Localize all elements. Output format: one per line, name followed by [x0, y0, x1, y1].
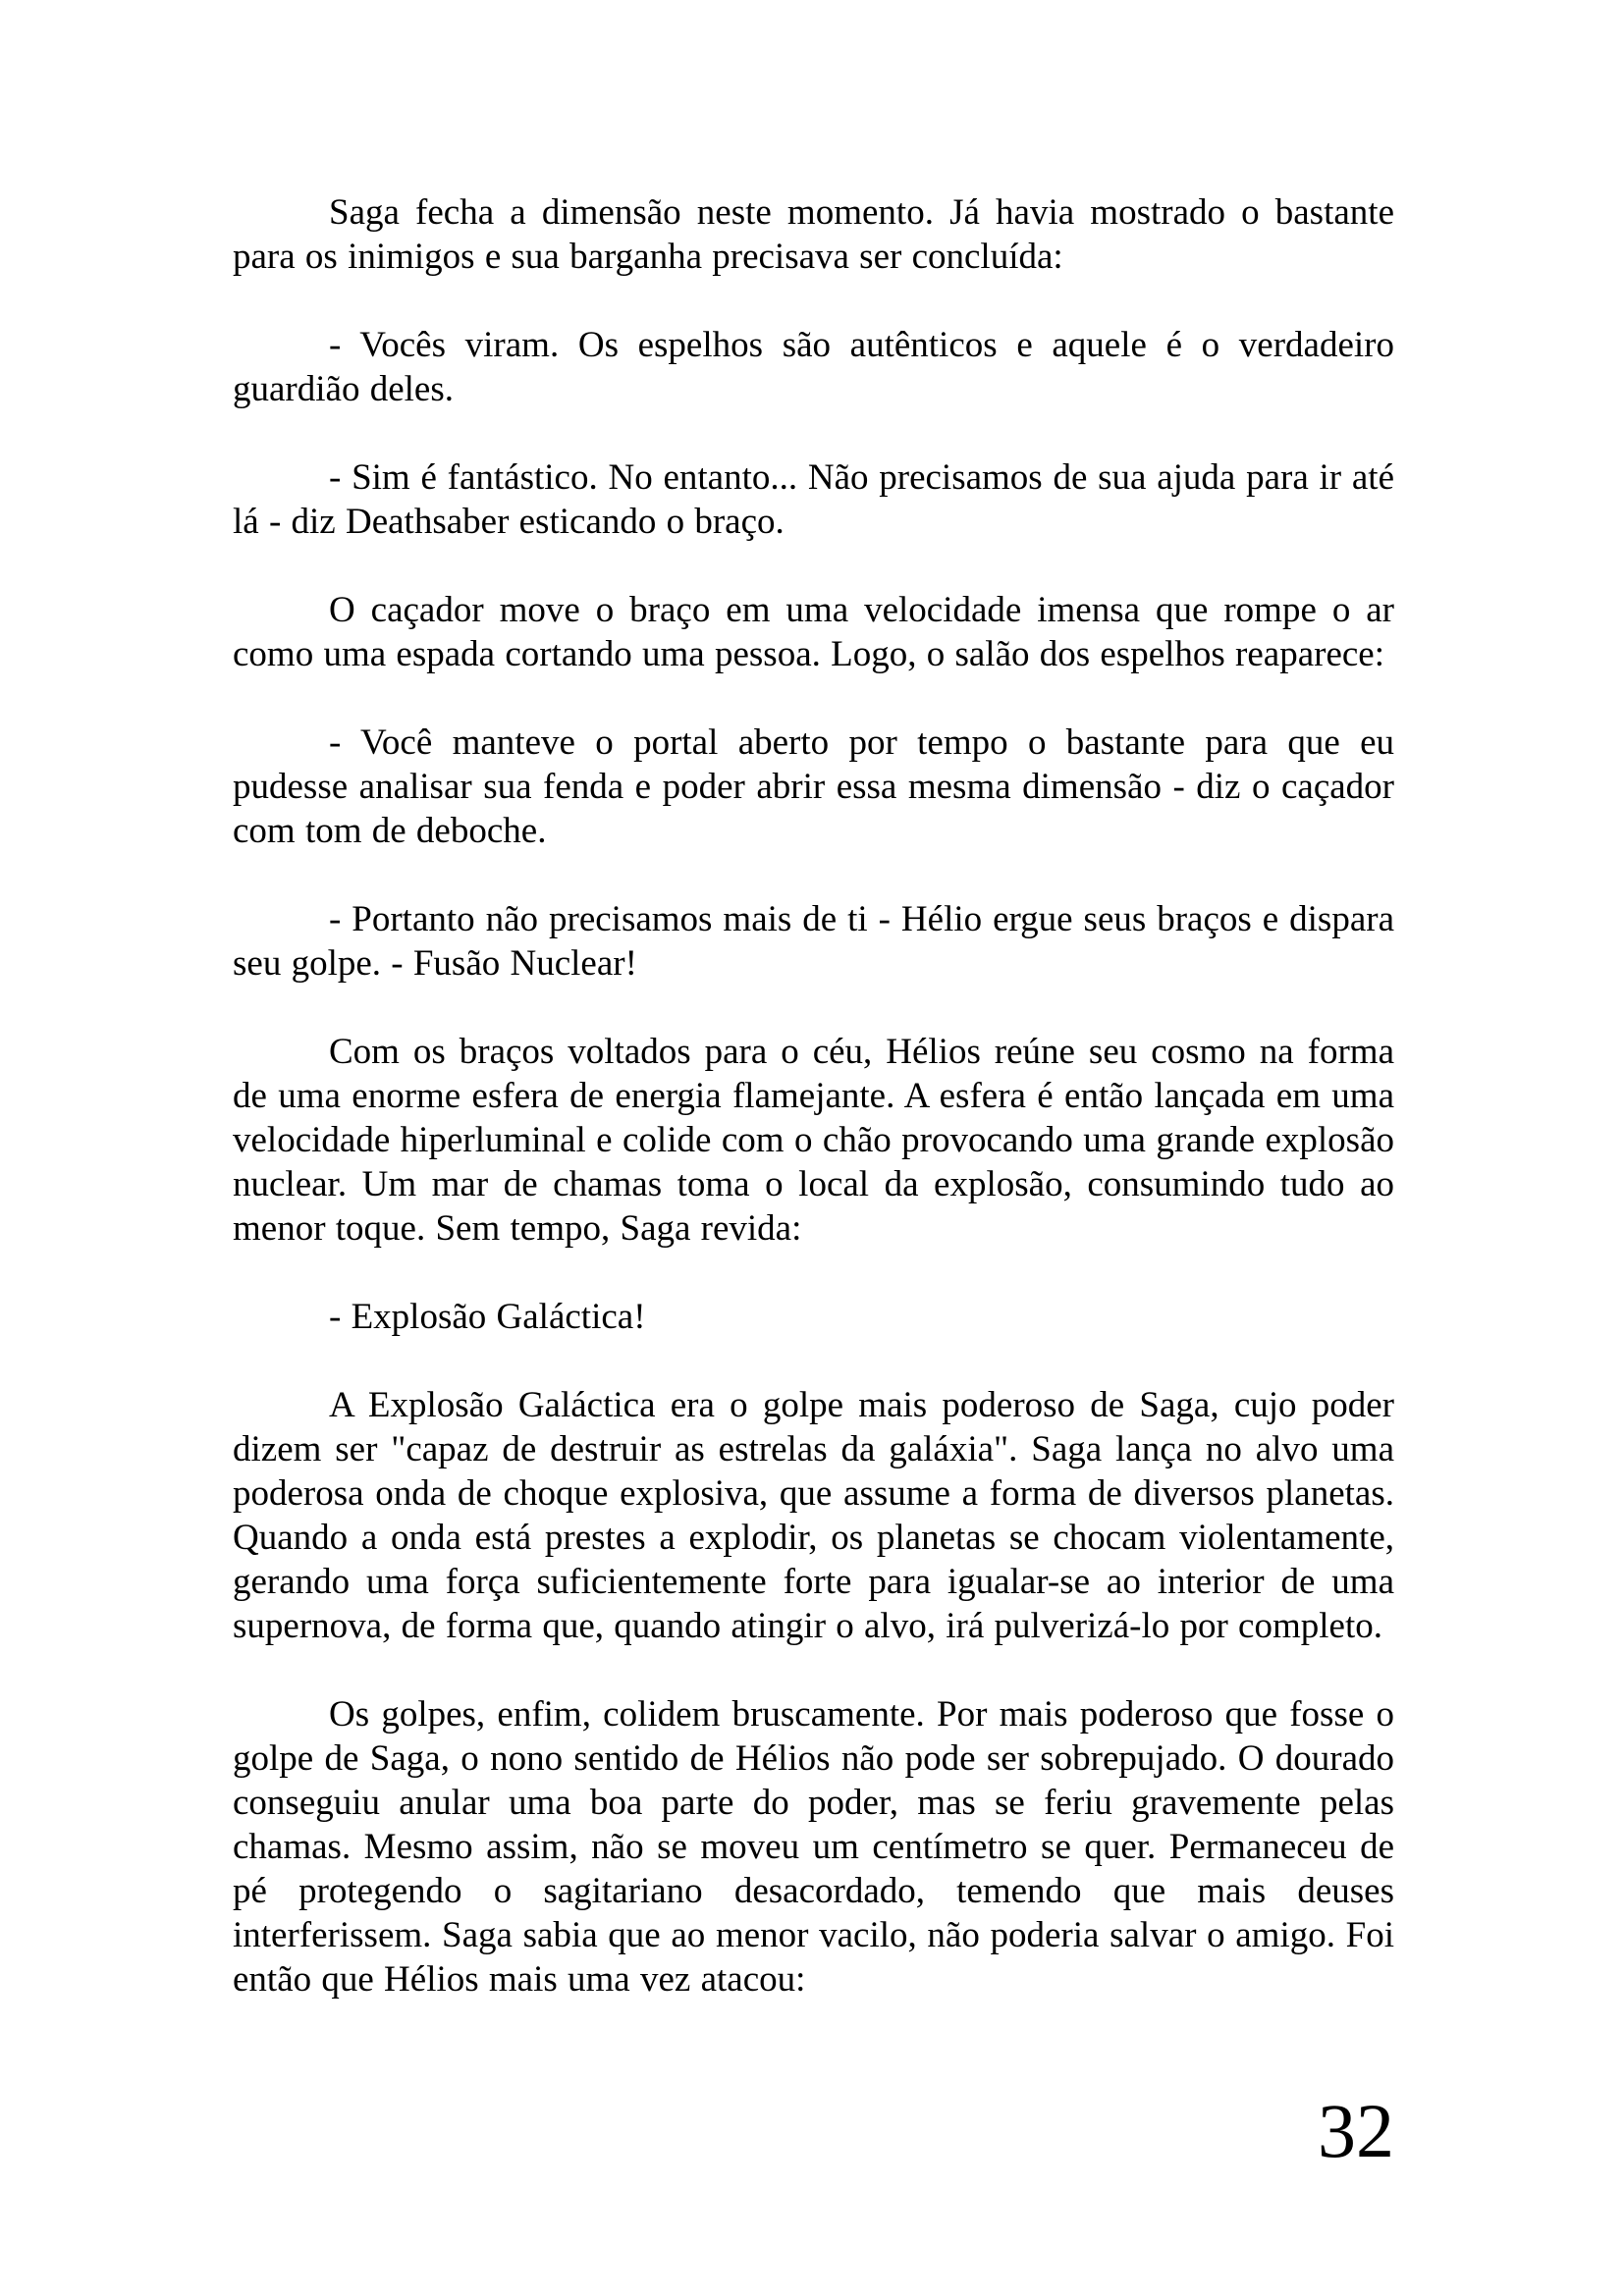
paragraph: Com os braços voltados para o céu, Hélios reúne seu cosmo na forma de uma enorme esfera de energia flamejante. A esfera é então lançada em uma velocidade hiperluminal e colide com o chão provocando uma grande explosão nuclear. Um mar de chamas toma o local da explosão, consumindo tudo ao menor toque. Sem tempo, Saga revida:: [233, 1032, 1394, 1249]
paragraph: - Você manteve o portal aberto por tempo o bastante para que eu pudesse analisar sua fenda e poder abrir essa mesma dimensão - diz o caçador com tom de deboche.: [233, 722, 1394, 851]
paragraph: - Vocês viram. Os espelhos são autênticos e aquele é o verdadeiro guardião deles.: [233, 325, 1394, 409]
page-number: 32: [1318, 2088, 1394, 2173]
paragraph: Os golpes, enfim, colidem bruscamente. Por mais poderoso que fosse o golpe de Saga, o nono sentido de Hélios não pode ser sobrepujado. O dourado conseguiu anular uma boa parte do poder, mas se feriu gravemente pelas chamas. Mesmo assim, não se moveu um centímetro se quer. Permaneceu de pé protegendo o sagitariano desacordado, temendo que mais deuses interferissem. Saga sabia que ao menor vacilo, não poderia salvar o amigo. Foi então que Hélios mais uma vez atacou:: [233, 1694, 1394, 2000]
paragraph: - Portanto não precisamos mais de ti - Hélio ergue seus braços e dispara seu golpe. - Fusão Nuclear!: [233, 899, 1394, 984]
page-text-block: [233, 190, 1394, 2046]
paragraph: - Explosão Galáctica!: [329, 1297, 646, 1337]
paragraph: Saga fecha a dimensão neste momento. Já havia mostrado o bastante para os inimigos e sua barganha precisava ser concluída:: [233, 192, 1394, 277]
paragraph: O caçador move o braço em uma velocidade imensa que rompe o ar como uma espada cortando uma pessoa. Logo, o salão dos espelhos reaparece:: [233, 590, 1394, 674]
paragraph: - Sim é fantástico. No entanto... Não precisamos de sua ajuda para ir até lá - diz Deathsaber esticando o braço.: [233, 457, 1394, 542]
paragraph: A Explosão Galáctica era o golpe mais poderoso de Saga, cujo poder dizem ser "capaz de destruir as estrelas da galáxia". Saga lança no alvo uma poderosa onda de choque explosiva, que assume a forma de diversos planetas. Quando a onda está prestes a explodir, os planetas se chocam violentamente, gerando uma força suficientemente forte para igualar-se ao interior de uma supernova, de forma que, quando atingir o alvo, irá pulverizá-lo por completo.: [233, 1385, 1394, 1646]
